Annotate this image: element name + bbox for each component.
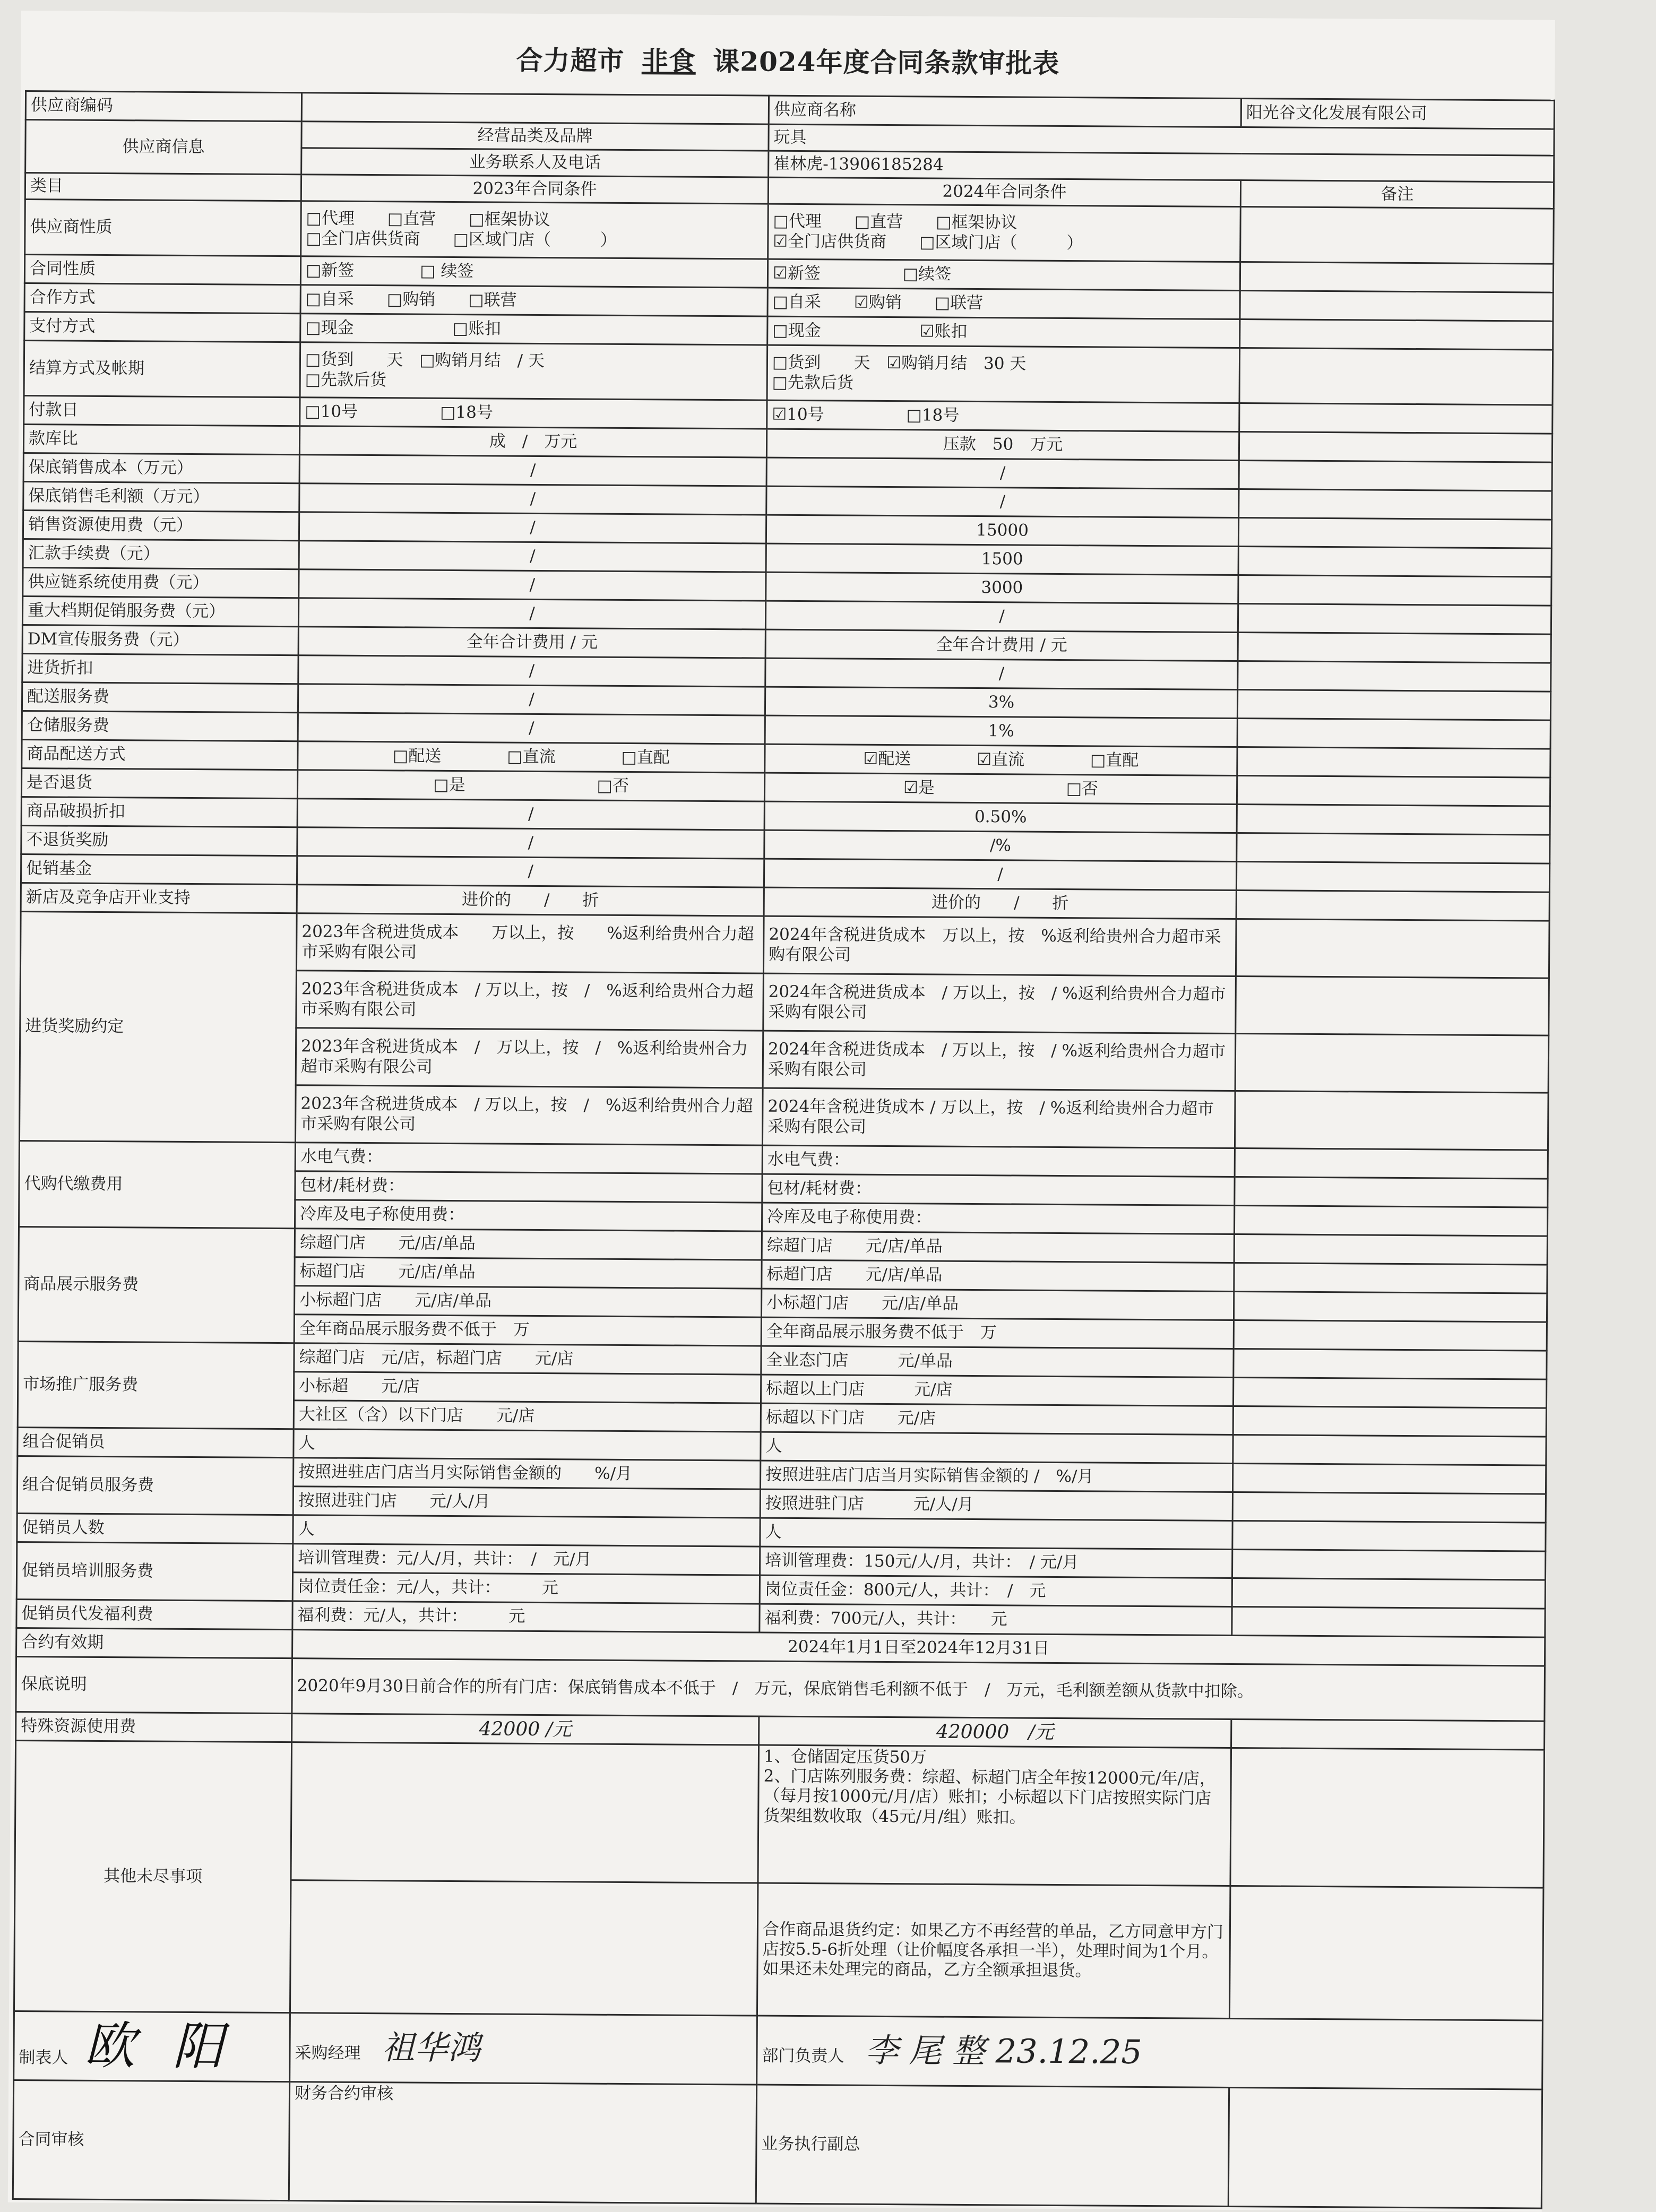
dm-2023: 全年合计费用 / 元 (298, 627, 765, 658)
contract-2023: □新签 □ 续签 (300, 256, 767, 288)
exec-cell (756, 2085, 1229, 2206)
remit-fee-2024: 1500 (766, 543, 1238, 575)
display-2024-item: 小标超门店 元/店/单品 (761, 1289, 1234, 1320)
title-dept: 非食 (641, 45, 696, 77)
display-notes (1234, 1292, 1547, 1323)
supplier-name-label: 供应商名称 (769, 96, 1241, 127)
no-return-2023: / (297, 827, 764, 859)
review-cell (13, 2080, 289, 2200)
new-store-notes (1236, 891, 1549, 921)
training-2024-item: 培训管理费：150元/人/月，共计： / 元/月 (760, 1546, 1232, 1578)
pay-2024: □现金 ☑账扣 (767, 316, 1240, 348)
supplier-info-label: 供应商信息 (25, 120, 302, 175)
promoter-2024: 人 (761, 1432, 1233, 1463)
damage-2023: / (297, 799, 764, 830)
returns-2024: ☑是 □否 (764, 773, 1237, 804)
display-2024-item: 标超门店 元/店/单品 (762, 1260, 1234, 1291)
welfare-2023: 福利费：元/人，共计： 元 (292, 1601, 760, 1632)
settle-2024-line1: □货到 天 ☑购销月结 30 天 (772, 352, 1027, 374)
delivery-mode-2023: □配送 □直流 □直配 (298, 741, 765, 773)
dm-notes (1238, 633, 1551, 663)
other-label: 其他未尽事项 (14, 1740, 291, 2012)
supply-chain-notes (1238, 575, 1551, 606)
payday-notes (1239, 403, 1552, 434)
proxy-2024-item: 水电气费： (762, 1145, 1235, 1177)
promoter-count-label: 促销员人数 (17, 1514, 293, 1544)
storage-fee-2023: / (298, 713, 765, 744)
proxy-2023-item: 水电气费： (295, 1143, 762, 1174)
guarantee-label: 保底说明 (16, 1657, 292, 1714)
dm-2024: 全年合计费用 / 元 (765, 629, 1238, 661)
damage-2024: 0.50% (764, 801, 1237, 833)
discount-label: 进货折扣 (22, 654, 298, 684)
category-brand-value: 玩具 (769, 124, 1554, 155)
ratio-2024: 压款 50 万元 (766, 429, 1239, 460)
supply-chain-2023: / (299, 569, 766, 601)
supplier-code-label: 供应商编码 (25, 91, 301, 122)
settle-2024 (767, 345, 1240, 403)
display-2023-item: 小标超门店 元/店/单品 (295, 1286, 762, 1317)
display-2024-item: 全年商品展示服务费不低于 万 (761, 1317, 1234, 1349)
festival-2024: / (765, 601, 1238, 632)
rebate-2023-item: 2023年含税进货成本 / 万以上，按 / %返利给贵州合力超市采购有限公司 (296, 1028, 763, 1088)
proxy-notes (1235, 1148, 1548, 1179)
promoter-2023: 人 (294, 1429, 761, 1461)
delivery-fee-notes (1237, 690, 1550, 721)
finance-label: 财务合约审核 (294, 2084, 394, 2104)
market-notes (1233, 1406, 1546, 1437)
training-notes (1232, 1578, 1545, 1609)
training-2024-item: 岗位责任金：800元/人，共计： / 元 (760, 1575, 1232, 1606)
discount-notes (1238, 661, 1551, 692)
supplier-name-value: 阳光谷文化发展有限公司 (1241, 99, 1554, 129)
other-2024-a-line: 1、仓储固定压货50万 (763, 1747, 927, 1767)
min-margin-2023: / (299, 483, 766, 515)
validity-value: 2024年1月1日至2024年12月31日 (292, 1630, 1545, 1666)
contract-notes (1240, 262, 1553, 293)
proxy-2023-item: 冷库及电子称使用费： (295, 1200, 762, 1231)
title-prefix: 合力超市 (516, 44, 625, 76)
festival-notes (1238, 604, 1551, 635)
settle-2024-line2: □先款后货 (772, 373, 854, 393)
supply-chain-2024: 3000 (766, 572, 1238, 603)
promoter-fee-notes (1232, 1492, 1546, 1523)
display-2023-item: 综超门店 元/店/单品 (295, 1229, 762, 1260)
coop-label: 合作方式 (24, 283, 300, 314)
rebate-2023-item: 2023年含税进货成本 / 万以上，按 / %返利给贵州合力超市采购有限公司 (295, 1085, 763, 1145)
remit-fee-label: 汇款手续费（元） (23, 539, 299, 569)
discount-2024: / (765, 658, 1238, 689)
validity-label: 合约有效期 (16, 1628, 292, 1658)
special-2024: 420000 /元 (759, 1716, 1231, 1748)
other-2023-b (290, 1880, 758, 2016)
min-cost-notes (1239, 461, 1552, 491)
promo-fund-2024: / (764, 859, 1236, 890)
festival-label: 重大档期促销服务费（元） (22, 597, 298, 627)
market-2023-item: 综超门店 元/店，标超门店 元/店 (294, 1343, 761, 1375)
payday-2024: ☑10号 □18号 (767, 400, 1239, 431)
promoter-count-2023: 人 (293, 1515, 760, 1546)
delivery-mode-2024: ☑配送 ☑直流 □直配 (765, 744, 1237, 775)
damage-notes (1237, 805, 1550, 835)
payday-2023: □10号 □18号 (300, 398, 767, 429)
rebate-notes (1235, 1034, 1549, 1093)
training-label: 促销员培训服务费 (16, 1542, 293, 1601)
settle-2023 (300, 342, 767, 400)
form-title (21, 36, 1555, 84)
other-2024-a-line: 2、门店陈列服务费：综超、标超门店全年按12000元/年/店，（每月按1000元/月/店）账扣；小标超以下门店按照实际门店货架组数收取（45元/月/组）账扣。 (763, 1766, 1217, 1827)
nature-notes (1240, 207, 1554, 264)
maker-signature: 欧 阳 (84, 2016, 235, 2077)
delivery-mode-label: 商品配送方式 (22, 740, 298, 770)
returns-2023: □是 □否 (297, 770, 764, 801)
display-label: 商品展示服务费 (18, 1227, 295, 1343)
review-label: 合同审核 (18, 2129, 84, 2149)
promo-fund-notes (1236, 862, 1549, 893)
coop-notes (1240, 291, 1553, 322)
damage-label: 商品破损折扣 (21, 797, 297, 827)
contact-label: 业务联系人及电话 (301, 148, 769, 177)
dept-signature: 李 尾 整 23.12.25 (865, 2031, 1142, 2072)
market-2024-item: 标超以上门店 元/店 (761, 1375, 1233, 1406)
market-label: 市场推广服务费 (18, 1342, 294, 1429)
proxy-2024-item: 包材/耗材费： (762, 1174, 1235, 1205)
rebate-notes (1235, 1091, 1548, 1151)
returns-notes (1237, 776, 1550, 807)
buyer-label: 采购经理 (295, 2043, 361, 2063)
ratio-label: 款库比 (23, 425, 299, 455)
maker-label: 制表人 (19, 2047, 68, 2068)
market-notes (1234, 1349, 1547, 1380)
promoter-label: 组合促销员 (18, 1428, 294, 1458)
rebate-notes (1236, 977, 1549, 1036)
pay-notes (1240, 319, 1553, 350)
promoter-fee-2023-item: 按照进驻店门店当月实际销售金额的 %/月 (294, 1458, 761, 1489)
min-margin-label: 保底销售毛利额（万元） (23, 482, 299, 512)
promoter-fee-label: 组合促销员服务费 (17, 1456, 294, 1515)
promoter-fee-notes (1232, 1463, 1546, 1494)
market-2024-item: 标超以下门店 元/店 (761, 1403, 1233, 1435)
rebate-2024-item: 2024年含税进货成本 万以上，按 %返利给贵州合力超市采购有限公司 (763, 916, 1236, 976)
delivery-fee-label: 配送服务费 (22, 682, 298, 713)
welfare-label: 促销员代发福利费 (16, 1600, 292, 1630)
settle-2023-line1: □货到 天 □购销月结 / 天 (305, 350, 545, 371)
welfare-notes (1232, 1606, 1545, 1637)
exec-notes (1228, 2087, 1542, 2208)
dept-cell (757, 2016, 1543, 2089)
supply-chain-label: 供应链系统使用费（元） (23, 568, 299, 598)
market-2024-item: 全业态门店 元/单品 (761, 1346, 1234, 1377)
other-2024-a (758, 1745, 1231, 1886)
resource-fee-2024: 15000 (766, 515, 1238, 546)
ratio-2023: 成 / 万元 (299, 426, 766, 457)
buyer-cell (290, 2013, 757, 2085)
proxy-2023-item: 包材/耗材费： (295, 1171, 762, 1203)
approval-table (12, 90, 1555, 2209)
training-notes (1232, 1549, 1546, 1580)
rebate-2023-item: 2023年含税进货成本 / 万以上，按 / %返利给贵州合力超市采购有限公司 (296, 971, 764, 1031)
pay-label: 支付方式 (24, 312, 300, 342)
category-brand-label: 经营品类及品牌 (301, 122, 769, 151)
settle-notes (1239, 348, 1553, 405)
nature-label: 供应商性质 (25, 200, 301, 256)
other-notes-a (1230, 1748, 1545, 1888)
settle-label: 结算方式及帐期 (24, 341, 300, 398)
ratio-notes (1239, 432, 1552, 463)
col-2024-header: 2024年合同条件 (768, 177, 1240, 206)
market-notes (1233, 1377, 1546, 1408)
display-notes (1234, 1263, 1547, 1294)
other-notes-b (1229, 1886, 1543, 2020)
coop-2023: □自采 □购销 □联营 (300, 285, 767, 316)
promo-fund-label: 促销基金 (21, 854, 297, 885)
rebate-notes (1236, 919, 1549, 979)
promoter-fee-2024-item: 按照进驻店门店当月实际销售金额的 / %/月 (761, 1461, 1233, 1492)
pay-2023: □现金 □账扣 (300, 314, 767, 345)
new-store-label: 新店及竞争店开业支持 (21, 883, 297, 913)
storage-fee-label: 仓储服务费 (22, 711, 298, 741)
nature-2023 (301, 201, 769, 259)
display-notes (1234, 1320, 1547, 1351)
training-2023-item: 培训管理费：元/人/月，共计： / 元/月 (293, 1544, 760, 1575)
col-notes-header: 备注 (1240, 180, 1554, 209)
promoter-notes (1233, 1435, 1546, 1465)
resource-fee-label: 销售资源使用费（元） (23, 511, 299, 541)
proxy-label: 代购代缴费用 (19, 1141, 296, 1229)
no-return-notes (1237, 833, 1550, 864)
col-2023-header: 2023年合同条件 (301, 175, 768, 204)
other-2023-a (291, 1742, 759, 1883)
min-cost-label: 保底销售成本（万元） (23, 453, 299, 483)
storage-fee-2024: 1% (765, 715, 1237, 747)
dm-label: DM宣传服务费（元） (22, 625, 298, 655)
promoter-fee-2024-item: 按照进驻门店 元/人/月 (760, 1489, 1232, 1520)
min-margin-2024: / (766, 486, 1239, 517)
festival-2023: / (298, 598, 765, 629)
delivery-mode-notes (1237, 747, 1550, 778)
nature-2024-line1: □代理 □直营 □框架协议 (773, 211, 1017, 232)
promo-fund-2023: / (297, 856, 764, 887)
other-2024-b: 合作商品退货约定：如果乙方不再经营的单品，乙方同意甲方门店按5.5-6折处理（让价幅度各承担一半），处理时间为1个月。如果还未处理完的商品，乙方全额承担退货。 (757, 1883, 1230, 2018)
market-2023-item: 小标超 元/店 (294, 1372, 761, 1403)
settle-2023-line2: □先款后货 (305, 369, 387, 390)
storage-fee-notes (1237, 719, 1550, 749)
proxy-notes (1234, 1206, 1547, 1237)
training-2023-item: 岗位责任金：元/人，共计： 元 (292, 1572, 760, 1604)
remit-fee-notes (1238, 547, 1551, 577)
min-margin-notes (1239, 489, 1552, 520)
promoter-count-2024: 人 (760, 1518, 1232, 1549)
market-2023-item: 大社区（含）以下门店 元/店 (294, 1401, 761, 1432)
nature-2023-line2: □全门店供货商 □区域门店（ ） (306, 228, 617, 250)
nature-2023-line1: □代理 □直营 □框架协议 (306, 209, 550, 230)
no-return-label: 不退货奖励 (21, 826, 297, 856)
delivery-fee-2024: 3% (765, 687, 1237, 718)
welfare-2024: 福利费：700元/人，共计： 元 (760, 1604, 1232, 1635)
display-notes (1234, 1234, 1547, 1265)
type-label: 类目 (25, 173, 301, 201)
min-cost-2024: / (766, 457, 1239, 489)
rebate-label: 进货奖励约定 (19, 912, 297, 1143)
rebate-2024-item: 2024年含税进货成本 / 万以上，按 / %返利给贵州合力超市采购有限公司 (763, 973, 1236, 1033)
nature-2024 (768, 204, 1241, 262)
maker-cell (14, 2011, 290, 2081)
discount-2023: / (298, 655, 765, 687)
promoter-fee-2023-item: 按照进驻门店 元/人/月 (293, 1487, 760, 1518)
special-label: 特殊资源使用费 (16, 1712, 292, 1742)
delivery-fee-2023: / (298, 684, 765, 715)
min-cost-2023: / (299, 455, 766, 486)
coop-2024: □自采 ☑购销 □联营 (767, 288, 1240, 319)
display-2024-item: 综超门店 元/店/单品 (762, 1231, 1234, 1263)
payday-label: 付款日 (24, 396, 300, 426)
resource-fee-notes (1238, 518, 1551, 549)
contact-value: 崔林虎-13906185284 (769, 151, 1554, 182)
nature-2024-line2: ☑全门店供货商 □区域门店（ ） (773, 231, 1083, 253)
exec-label: 业务执行副总 (761, 2134, 860, 2154)
proxy-2024-item: 冷库及电子称使用费： (762, 1203, 1234, 1234)
dept-label: 部门负责人 (762, 2046, 844, 2066)
rebate-2024-item: 2024年含税进货成本 / 万以上，按 / %返利给贵州合力超市采购有限公司 (762, 1088, 1235, 1148)
finance-cell (289, 2082, 756, 2204)
new-store-2023: 进价的 / 折 (297, 885, 764, 916)
new-store-2024: 进价的 / 折 (764, 887, 1236, 919)
proxy-notes (1235, 1177, 1548, 1208)
special-notes (1231, 1719, 1545, 1750)
approval-form-sheet (8, 11, 1555, 2212)
remit-fee-2023: / (299, 541, 766, 572)
special-2023: 42000 /元 (292, 1714, 759, 1745)
no-return-2024: /% (764, 830, 1237, 861)
guarantee-value: 2020年9月30日前合作的所有门店：保底销售成本不低于 / 万元，保底销售毛利额不低于 / 万元，毛利额差额从货款中扣除。 (292, 1658, 1545, 1721)
title-suffix: 课2024年度合同条款审批表 (713, 45, 1060, 79)
display-2023-item: 全年商品展示服务费不低于 万 (294, 1315, 761, 1346)
rebate-2024-item: 2024年含税进货成本 / 万以上，按 / %返利给贵州合力超市采购有限公司 (763, 1031, 1236, 1091)
contract-2024: ☑新签 □续签 (767, 259, 1240, 290)
resource-fee-2023: / (299, 512, 766, 543)
supplier-code-value (301, 93, 769, 124)
contract-label: 合同性质 (24, 255, 300, 285)
returns-label: 是否退货 (21, 768, 297, 799)
display-2023-item: 标超门店 元/店/单品 (295, 1257, 762, 1289)
promoter-count-notes (1232, 1520, 1546, 1551)
rebate-2023-item: 2023年含税进货成本 万以上，按 %返利给贵州合力超市采购有限公司 (296, 913, 764, 973)
buyer-signature: 祖华鸿 (382, 2028, 481, 2068)
